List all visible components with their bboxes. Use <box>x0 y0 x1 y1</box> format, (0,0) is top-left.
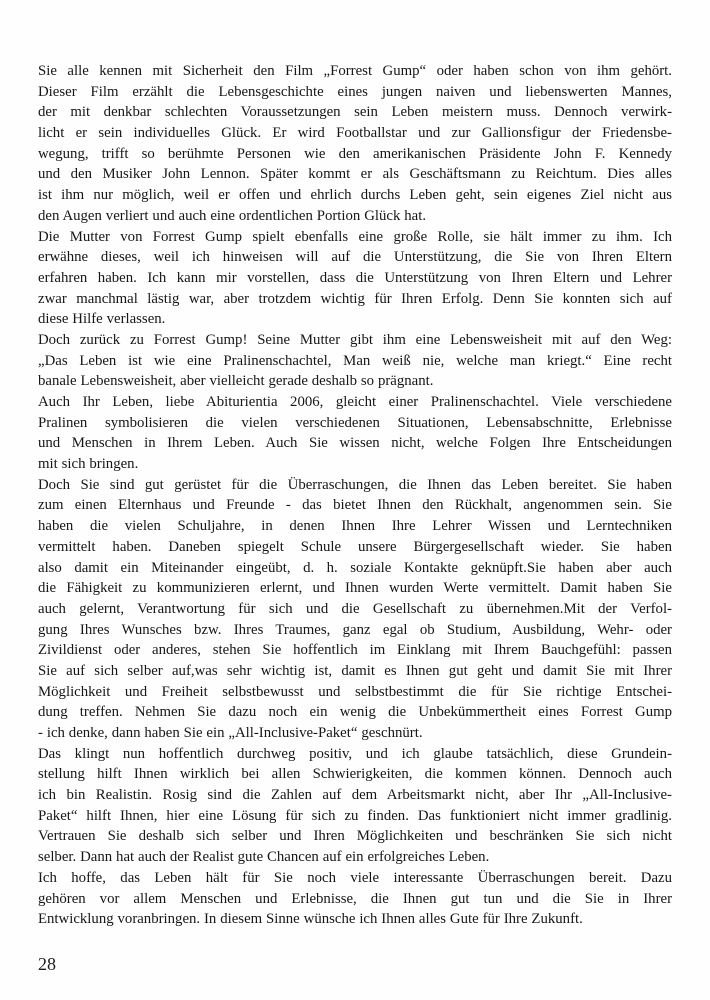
text-line: erwähne dieses, weil ich hinweisen will auf die Unterstützung, die Sie von Ihren Eltern <box>38 249 672 266</box>
paragraph <box>38 392 672 475</box>
text-line: erfahren haben. Ich kann mir vorstellen, dass die Unterstützung von Ihren Eltern und Lehrer <box>38 269 672 286</box>
text-line: Vertrauen Sie deshalb sich selber und Ihren Möglichkeiten und beschränken Sie sich nicht <box>38 828 672 845</box>
text-line: ist ihm nur möglich, weil er offen und ehrlich durchs Leben geht, sein eigenes Ziel nicht aus <box>38 187 672 204</box>
text-line: Ich hoffe, das Leben hält für Sie noch viele interessante Überraschungen bereit. Dazu <box>38 869 672 886</box>
text-line: mit sich bringen. <box>38 456 139 473</box>
text-line: Sie auf sich selber auf,was sehr wichtig ist, damit es Ihnen gut geht und damit Sie mit Ihrer <box>38 662 672 679</box>
text-line: auch gelernt, Verantwortung für sich und die Gesellschaft zu übernehmen.Mit der Verfol- <box>38 600 672 617</box>
text-line: die Fähigkeit zu kommunizieren erlernt, und Ihnen wurden Werte vermittelt. Damit haben Sie <box>38 580 672 597</box>
text-line: stellung hilft Ihnen wirklich bei allen Schwierigkeiten, die kommen können. Dennoch auch <box>38 766 672 783</box>
paragraph <box>38 744 672 868</box>
paragraph <box>38 61 672 227</box>
text-line: Paket“ hilft Ihnen, hier eine Lösung für sich zu finden. Das funktioniert nicht immer gradlinig. <box>38 807 672 824</box>
text-line: vermittelt haben. Daneben spiegelt Schule unsere Bürgergesellschaft wieder. Sie haben <box>38 538 672 555</box>
text-line: also damit ein Miteinander eingeübt, d. h. soziale Kontakte geknüpft.Sie haben aber auch <box>38 559 672 576</box>
text-line: haben die vielen Schuljahre, in denen Ihnen Ihre Lehrer Wissen und Lerntechniken <box>38 518 672 535</box>
paragraph <box>38 868 672 930</box>
document-text <box>38 61 672 930</box>
text-line: zum einen Elternhaus und Freunde - das bietet Ihnen den Rückhalt, angenommen sein. Sie <box>38 497 672 514</box>
text-line: „Das Leben ist wie eine Pralinenschachtel, Man weiß nie, welche man kriegt.“ Eine recht <box>38 352 672 369</box>
text-line: Auch Ihr Leben, liebe Abiturientia 2006, gleicht einer Pralinenschachtel. Viele verschiedene <box>38 394 672 410</box>
paragraph <box>38 227 672 330</box>
text-line: und Menschen in Ihrem Leben. Auch Sie wissen nicht, welche Folgen Ihre Entscheidungen <box>38 435 672 452</box>
text-line: dung treffen. Nehmen Sie dazu noch ein wenig die Unbekümmertheit eines Forrest Gump <box>38 704 672 721</box>
paragraph <box>38 330 672 392</box>
text-line: Entwicklung voranbringen. In diesem Sinne wünsche ich Ihnen alles Gute für Ihre Zukunft. <box>38 911 583 928</box>
text-line: wegung, trifft so berühmte Personen wie den amerikanischen Präsidente John F. Kennedy <box>38 145 672 162</box>
text-line: banale Lebensweisheit, aber vielleicht gerade deshalb so prägnant. <box>38 373 434 390</box>
text-line: diese Hilfe verlassen. <box>38 311 166 328</box>
text-line: gehören vor allem Menschen und Erlebnisse, die Ihnen gut tun und die Sie in Ihrer <box>38 890 672 907</box>
text-line: selber. Dann hat auch der Realist gute Chancen auf ein erfolgreiches Leben. <box>38 849 490 866</box>
paragraph <box>38 475 672 744</box>
text-line: und den Musiker John Lennon. Später kommt er als Geschäftsmann zu Reichtum. Dies alles <box>38 166 672 183</box>
text-line: licht er sein individuelles Glück. Er wird Footballstar und zur Gallionsfigur der Friedensbe- <box>38 125 672 142</box>
text-line: Sie alle kennen mit Sicherheit den Film „Forrest Gump“ oder haben schon von ihm gehört. <box>38 63 672 79</box>
text-line: den Augen verliert und auch eine ordentlichen Portion Glück hat. <box>38 207 427 224</box>
text-line: Doch Sie sind gut gerüstet für die Überraschungen, die Ihnen das Leben bereitet. Sie haben <box>38 476 672 493</box>
text-line: zwar manchmal lästig war, aber trotzdem wichtig für Ihren Erfolg. Denn Sie konnten sich auf <box>38 290 672 307</box>
text-line: gung Ihres Wunsches bzw. Ihres Traumes, ganz egal ob Studium, Ausbildung, Wehr- oder <box>38 621 672 638</box>
text-line: - ich denke, dann haben Sie ein „All-Inclusive-Paket“ geschnürt. <box>38 725 423 741</box>
text-line: der mit denkbar schlechten Voraussetzungen sein Leben meistern muss. Dennoch verwirk- <box>38 104 672 121</box>
text-line: Zivildienst oder anderes, stehen Sie hoffentlich im Einklang mit Ihrem Bauchgefühl: passen <box>38 642 672 659</box>
text-line: Die Mutter von Forrest Gump spielt ebenfalls eine große Rolle, sie hält immer zu ihm. Ich <box>38 228 672 245</box>
text-line: ich bin Realistin. Rosig sind die Zahlen auf dem Arbeitsmarkt nicht, aber Ihr „All-Inclusive- <box>38 787 672 804</box>
text-line: Das klingt nun hoffentlich durchweg positiv, und ich glaube tatsächlich, diese Grundein- <box>38 745 672 762</box>
page-number: 28 <box>38 954 56 974</box>
text-line: Doch zurück zu Forrest Gump! Seine Mutter gibt ihm eine Lebensweisheit mit auf den Weg: <box>38 331 672 348</box>
text-line: Möglichkeit und Freiheit selbstbewusst und selbstbestimmt die für Sie richtige Entschei- <box>38 683 672 700</box>
text-line: Pralinen symbolisieren die vielen verschiedenen Situationen, Lebensabschnitte, Erlebnisse <box>38 414 672 431</box>
text-line: Dieser Film erzählt die Lebensgeschichte eines jungen naiven und liebenswerten Mannes, <box>38 83 672 100</box>
